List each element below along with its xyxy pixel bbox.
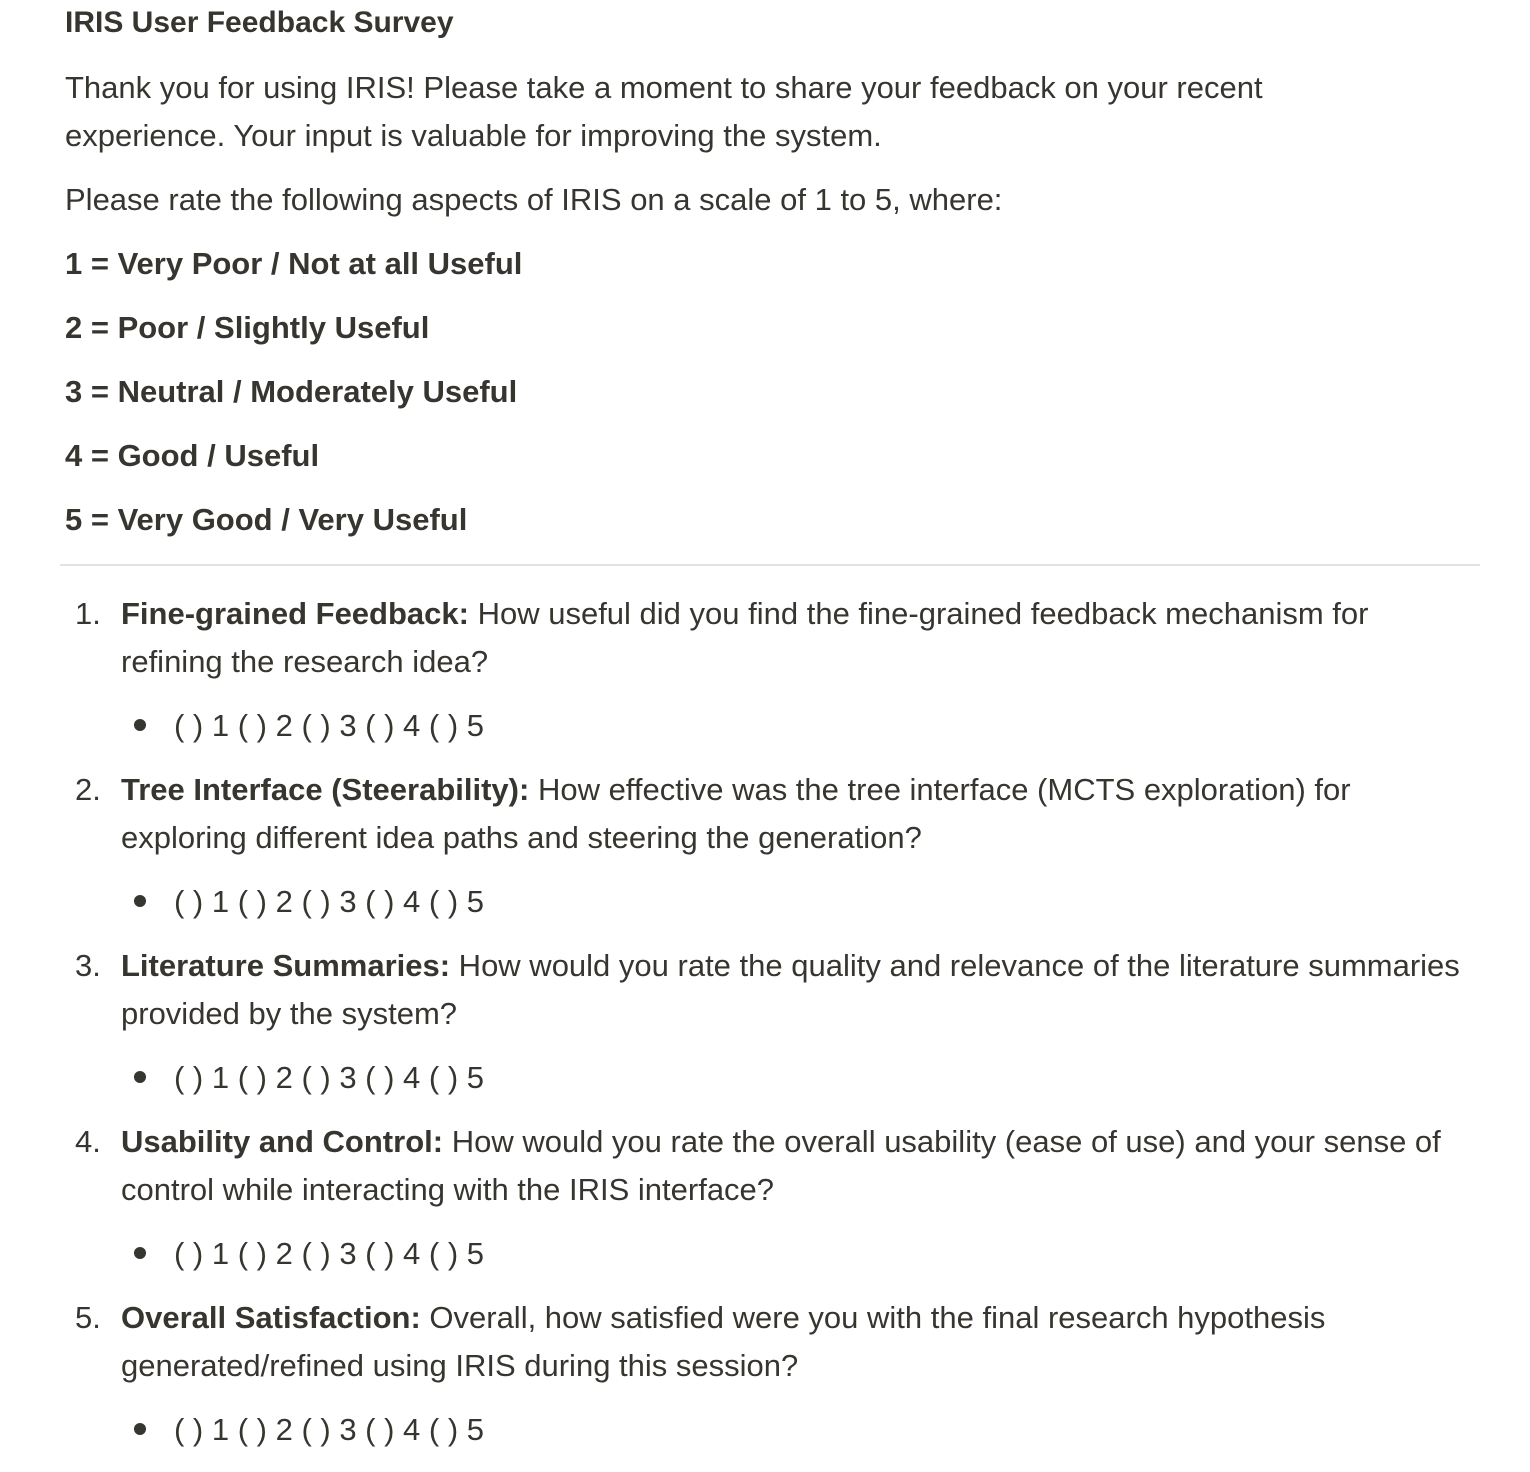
question-label: Literature Summaries: <box>121 948 451 983</box>
question-number: 2. <box>75 772 101 807</box>
question-body: How would you rate the overall usability (ease of use) and your sense of control while interacting with the IRIS interface? <box>121 1124 1441 1207</box>
rating-options-text[interactable]: ( ) 1 ( ) 2 ( ) 3 ( ) 4 ( ) 5 <box>174 708 485 743</box>
scale-definition-2: 2 = Poor / Slightly Useful <box>65 310 430 345</box>
question-text <box>121 766 1466 862</box>
question-label: Overall Satisfaction: <box>121 1300 421 1335</box>
question-label: Tree Interface (Steerability): <box>121 772 530 807</box>
bullet-icon <box>134 895 146 907</box>
question-number: 3. <box>75 948 101 983</box>
rating-options-text[interactable]: ( ) 1 ( ) 2 ( ) 3 ( ) 4 ( ) 5 <box>174 1236 485 1271</box>
scale-definition-4: 4 = Good / Useful <box>65 438 320 473</box>
rating-options[interactable] <box>134 1230 484 1278</box>
question-text <box>121 1118 1466 1214</box>
scale-definition-5: 5 = Very Good / Very Useful <box>65 502 468 537</box>
page-title: IRIS User Feedback Survey <box>65 6 454 39</box>
question-text <box>121 1294 1466 1390</box>
scale-definition-3: 3 = Neutral / Moderately Useful <box>65 374 518 409</box>
question-body: How would you rate the quality and relevance of the literature summaries provided by the system? <box>121 948 1460 1031</box>
bullet-icon <box>134 1423 146 1435</box>
bullet-icon <box>134 1071 146 1083</box>
question-label: Fine-grained Feedback: <box>121 596 469 631</box>
scale-definition-1: 1 = Very Poor / Not at all Useful <box>65 246 523 281</box>
rating-options-text[interactable]: ( ) 1 ( ) 2 ( ) 3 ( ) 4 ( ) 5 <box>174 1412 485 1447</box>
rating-options[interactable] <box>134 1054 484 1102</box>
rating-options-text[interactable]: ( ) 1 ( ) 2 ( ) 3 ( ) 4 ( ) 5 <box>174 884 485 919</box>
question-body: How useful did you find the fine-grained feedback mechanism for refining the research idea? <box>121 596 1369 679</box>
scale-intro-text: Please rate the following aspects of IRIS on a scale of 1 to 5, where: <box>65 182 1003 217</box>
question-number: 1. <box>75 596 101 631</box>
rating-options[interactable] <box>134 702 484 750</box>
question-text <box>121 590 1466 686</box>
question-body: Overall, how satisfied were you with the final research hypothesis generated/refined using IRIS during this session? <box>121 1300 1326 1383</box>
intro-text: Thank you for using IRIS! Please take a moment to share your feedback on your recent experience. Your input is valuable for improving the system. <box>65 70 1263 153</box>
divider <box>60 564 1480 566</box>
rating-options-text[interactable]: ( ) 1 ( ) 2 ( ) 3 ( ) 4 ( ) 5 <box>174 1060 485 1095</box>
question-number: 5. <box>75 1300 101 1335</box>
question-label: Usability and Control: <box>121 1124 444 1159</box>
bullet-icon <box>134 719 146 731</box>
bullet-icon <box>134 1247 146 1259</box>
rating-options[interactable] <box>134 878 484 926</box>
question-number: 4. <box>75 1124 101 1159</box>
question-text <box>121 942 1466 1038</box>
question-body: How effective was the tree interface (MCTS exploration) for exploring different idea paths and steering the generation? <box>121 772 1351 855</box>
rating-options[interactable] <box>134 1406 484 1454</box>
